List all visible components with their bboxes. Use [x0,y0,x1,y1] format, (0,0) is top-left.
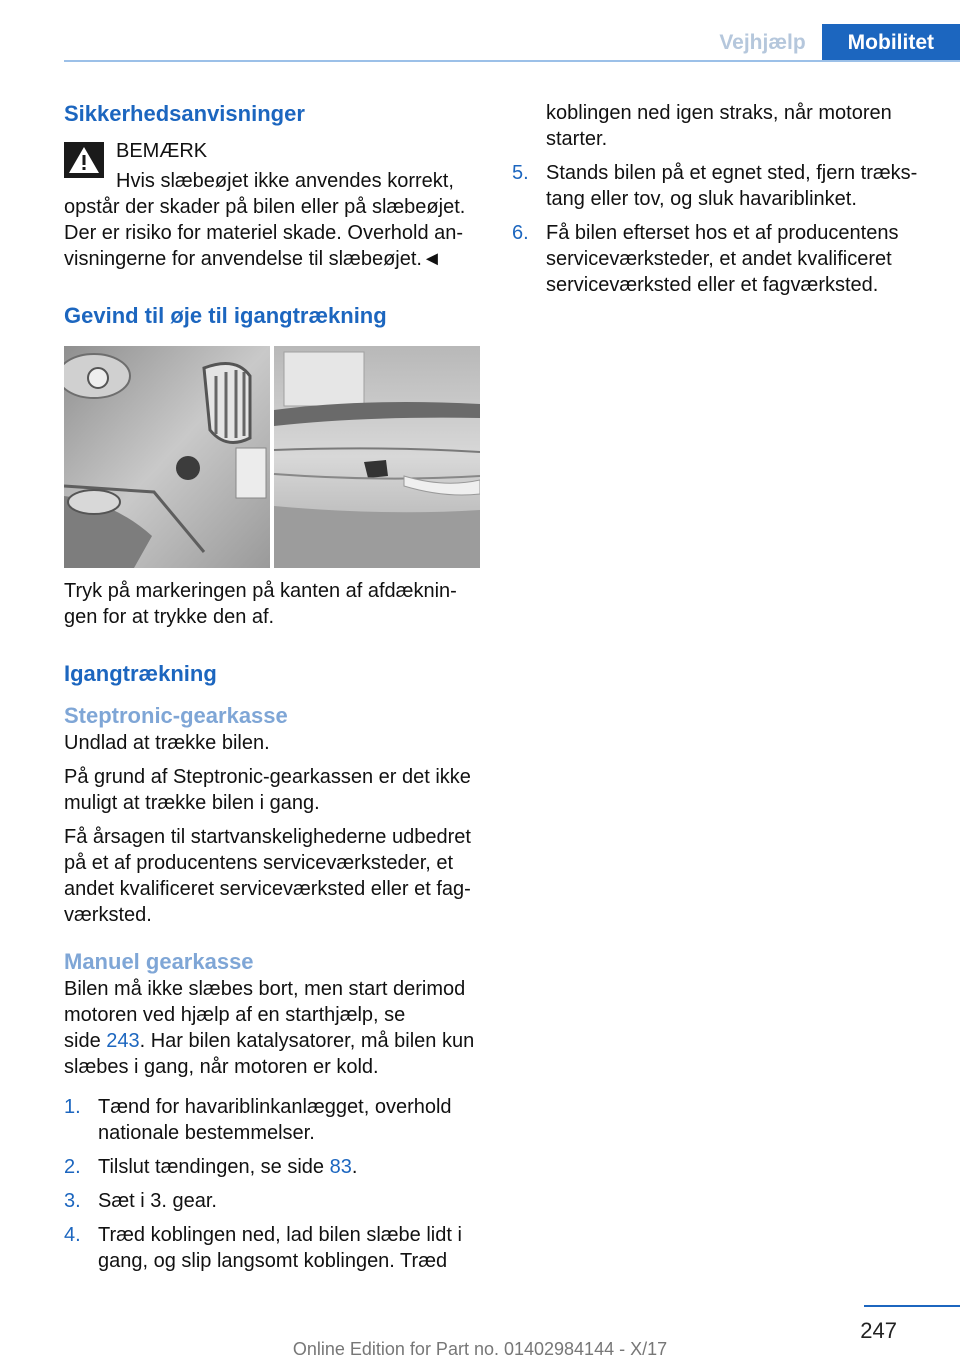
steptronic-paragraph-1: Undlad at trække bilen. [64,732,270,754]
list-item [64,1154,480,1180]
thread-heading: Gevind til øje til igangtrækning [64,303,387,328]
step-text: Sæt i 3. gear. [98,1190,217,1212]
header-tabs [703,24,960,62]
list-item [512,220,920,298]
step-text: koblingen ned igen straks, når motoren starter. [546,102,892,150]
list-item [64,1222,480,1274]
warning-notice [64,138,480,164]
manual-gearbox-paragraph [64,976,480,1080]
list-item [64,1188,480,1214]
manual-gearbox-heading: Manuel gearkasse [64,949,254,974]
steptronic-paragraph-3: Få årsagen til startvanskelighederne udbedret på et af producentens serviceværksteder, et andet kvalificeret serviceværksted eller et fag-værksted. [64,826,471,926]
step-number: 1. [64,1096,81,1118]
tab-mobilitet[interactable]: Mobilitet [822,24,960,62]
list-item [512,160,920,212]
steps-list-left [64,1094,480,1274]
page-link-83[interactable]: 83 [329,1156,352,1178]
step-text: Tænd for havariblinkanlægget, overhold nationale bestemmelser. [98,1096,452,1144]
steps-list-right [512,100,920,298]
list-item [64,1094,480,1146]
manual-text-before: Bilen må ikke slæbes bort, men start derimod motoren ved hjælp af en starthjælp, se side [64,978,466,1052]
right-column [512,100,920,306]
list-item-continued [512,100,920,152]
footer-divider [864,1305,960,1307]
edition-watermark: Online Edition for Part no. 01402984144 - X/17 [292,1339,668,1359]
warning-triangle-icon [64,142,104,178]
tab-vejhjaelp[interactable]: Vejhjælp [719,31,806,54]
step-number: 2. [64,1156,81,1178]
step-text: Få bilen efterset hos et af producentens serviceværksteder, et andet kvalificeret serviceværksted eller et fagværksted. [546,222,899,296]
step-number: 5. [512,162,529,184]
safety-heading: Sikkerhedsanvisninger [64,101,305,126]
step-text: Træd koblingen ned, lad bilen slæbe lidt i gang, og slip langsomt koblingen. Træd [98,1224,462,1272]
tow-eye-cover-photo [64,346,480,568]
warning-label: BEMÆRK [116,140,208,162]
step-number: 4. [64,1224,81,1246]
tow-start-heading: Igangtrækning [64,661,217,686]
step-number: 6. [512,222,529,244]
warning-text: Hvis slæbeøjet ikke anvendes korrekt, opstår der skader på bilen eller på slæbeøjet. Der er risiko for materiel skade. Overhold an-visningerne for anvendelse til slæbeøjet.◄ [64,170,466,270]
step-text-before: Tilslut tændingen, se side [98,1156,330,1178]
page-number: 247 [860,1318,897,1343]
image-caption: Tryk på markeringen på kanten af afdæknin-gen for at trykke den af. [64,580,457,628]
steptronic-paragraph-2: På grund af Steptronic-gearkassen er det ikke muligt at trække bilen i gang. [64,766,471,814]
steptronic-heading: Steptronic-gearkasse [64,703,288,728]
manual-text-after: . Har bilen katalysatorer, må bilen kun slæbes i gang, når motoren er kold. [64,1030,475,1078]
step-text: Stands bilen på et egnet sted, fjern træks-tang eller tov, og sluk havariblinket. [546,162,918,210]
left-column [64,100,480,1282]
page-link-243[interactable]: 243 [106,1030,140,1052]
step-text-after: . [351,1156,358,1178]
header-divider [64,60,960,62]
step-number: 3. [64,1190,81,1212]
